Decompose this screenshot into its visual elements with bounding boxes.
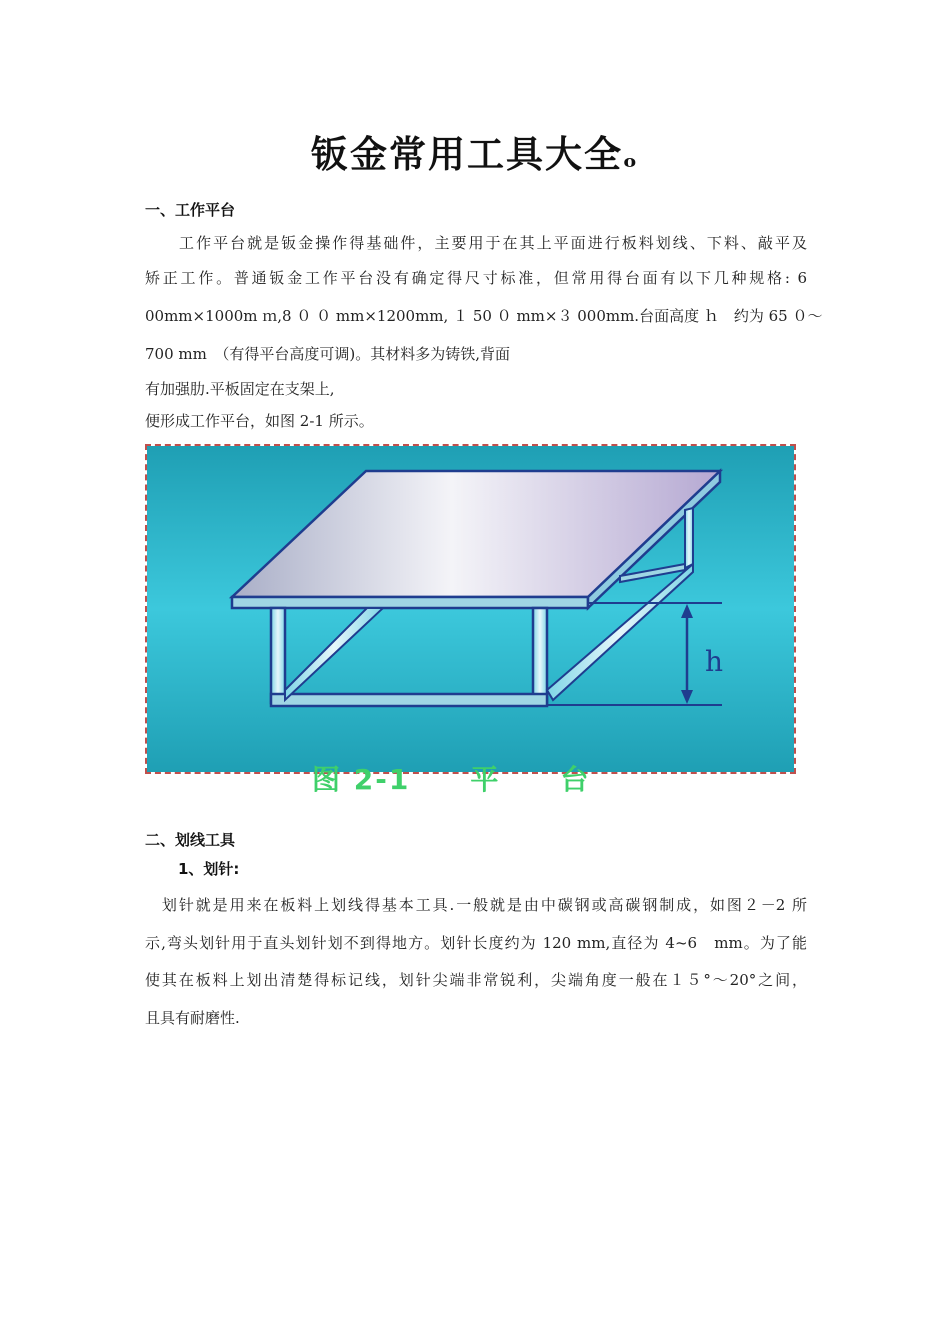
figure-work-platform — [145, 444, 796, 774]
paragraph-line: 使其在板料上划出清楚得标记线，划针尖端非常锐利，尖端角度一般在１５°～20°之间， — [145, 971, 807, 989]
section-heading-marking-tools: 二、划线工具 — [145, 831, 236, 849]
paragraph-line: 工作平台就是钣金操作得基础件，主要用于在其上平面进行板料划线、下料、敲平及 — [145, 234, 807, 252]
paragraph-line: 700 mm （有得平台高度可调)。其材料多为铸铁,背面 — [145, 345, 510, 363]
figure-caption: 图 2-1 平 台 — [312, 763, 591, 796]
paragraph-line: 00mm×1000m ｍ,8 ０ ０ mm×1200mm, １ 50 ０ mm×３ 000mm.台面高度 ｈ 约为 65 ０～ — [145, 307, 823, 325]
paragraph-line: 矫正工作。普通钣金工作平台没有确定得尺寸标准，但常用得台面有以下几种规格: 6 — [145, 269, 807, 287]
height-label: h — [705, 645, 724, 678]
paragraph-line: 示,弯头划针用于直头划针划不到得地方。划针长度约为 120 mm,直径为 4~6 mm。为了能 — [145, 934, 807, 952]
title-mark: ₒ — [622, 140, 640, 175]
paragraph-line: 有加强肋.平板固定在支架上, — [145, 380, 335, 398]
subheading-scriber: 1、划针: — [178, 860, 240, 878]
page-title — [0, 124, 950, 178]
platform-illustration — [147, 446, 794, 772]
paragraph-line: 便形成工作平台，如图 2-1 所示。 — [145, 412, 374, 430]
paragraph-line: 划针就是用来在板料上划线得基本工具.一般就是由中碳钢或高碳钢制成，如图２－2 所 — [145, 896, 807, 914]
section-heading-platform: 一、工作平台 — [145, 201, 236, 219]
title-text: 钣金常用工具大全 — [310, 132, 623, 176]
paragraph-line: 且具有耐磨性. — [145, 1009, 240, 1027]
